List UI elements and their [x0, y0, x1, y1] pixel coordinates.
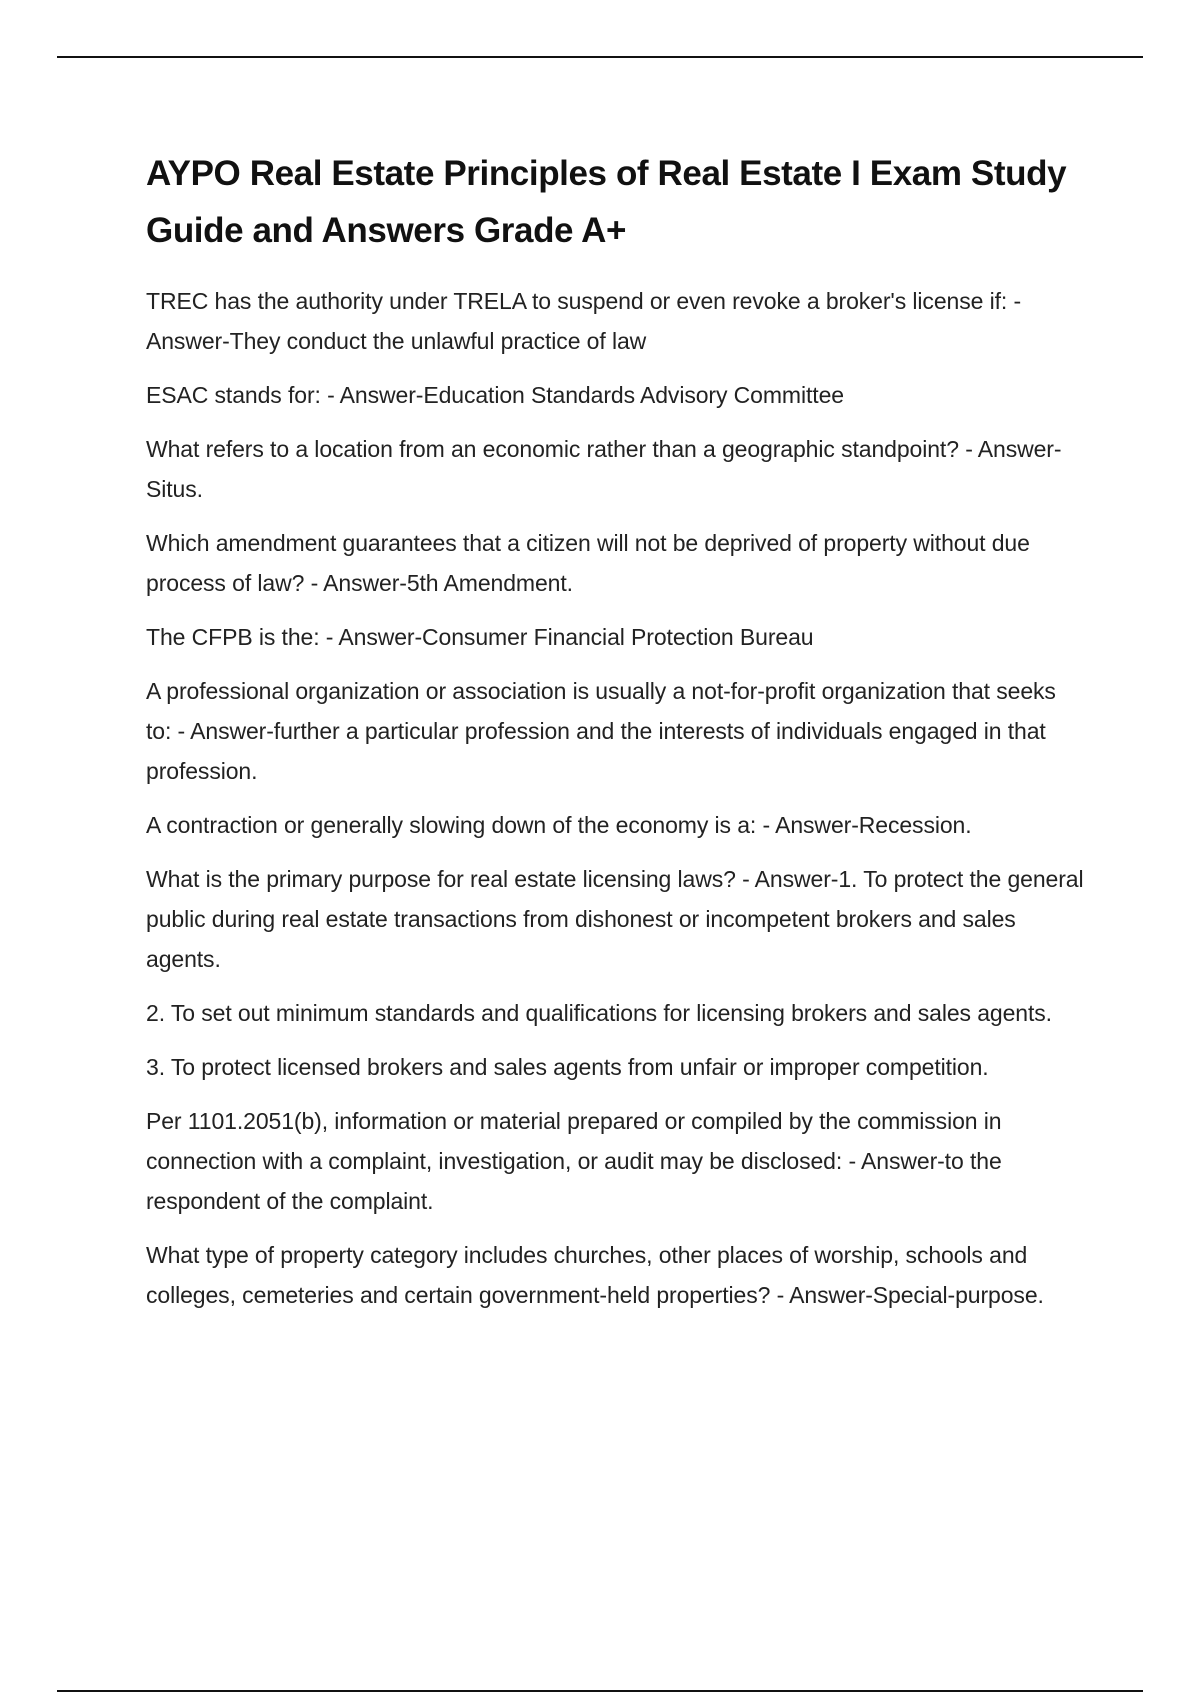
document-body	[146, 145, 1086, 1329]
qa-paragraph: 3. To protect licensed brokers and sales agents from unfair or improper competition.	[146, 1054, 989, 1080]
qa-paragraph: What refers to a location from an economic rather than a geographic standpoint? - Answer-Situs.	[146, 436, 1062, 502]
bottom-divider	[57, 1690, 1143, 1692]
qa-paragraph: 2. To set out minimum standards and qualifications for licensing brokers and sales agents.	[146, 1000, 1052, 1026]
qa-paragraph: ESAC stands for: - Answer-Education Standards Advisory Committee	[146, 382, 844, 408]
document-title: AYPO Real Estate Principles of Real Estate I Exam Study Guide and Answers Grade A+	[146, 154, 1067, 250]
top-divider	[57, 56, 1143, 58]
qa-paragraph: Per 1101.2051(b), information or material prepared or compiled by the commission in connection with a complaint, investigation, or audit may be disclosed: - Answer-to the respondent of the complaint.	[146, 1108, 1002, 1214]
qa-paragraph: A professional organization or association is usually a not-for-profit organization that seeks to: - Answer-further a particular profession and the interests of individuals engaged in that profession.	[146, 678, 1056, 784]
qa-paragraph: TREC has the authority under TRELA to suspend or even revoke a broker's license if: - Answer-They conduct the unlawful practice of law	[146, 288, 1022, 354]
qa-paragraph: What is the primary purpose for real estate licensing laws? - Answer-1. To protect the general public during real estate transactions from dishonest or incompetent brokers and sales agents.	[146, 866, 1084, 972]
qa-paragraph: Which amendment guarantees that a citizen will not be deprived of property without due process of law? - Answer-5th Amendment.	[146, 530, 1030, 596]
qa-paragraph: A contraction or generally slowing down of the economy is a: - Answer-Recession.	[146, 812, 972, 838]
qa-paragraph: The CFPB is the: - Answer-Consumer Financial Protection Bureau	[146, 624, 814, 650]
qa-paragraph: What type of property category includes churches, other places of worship, schools and colleges, cemeteries and certain government-held properties? - Answer-Special-purpose.	[146, 1242, 1044, 1308]
